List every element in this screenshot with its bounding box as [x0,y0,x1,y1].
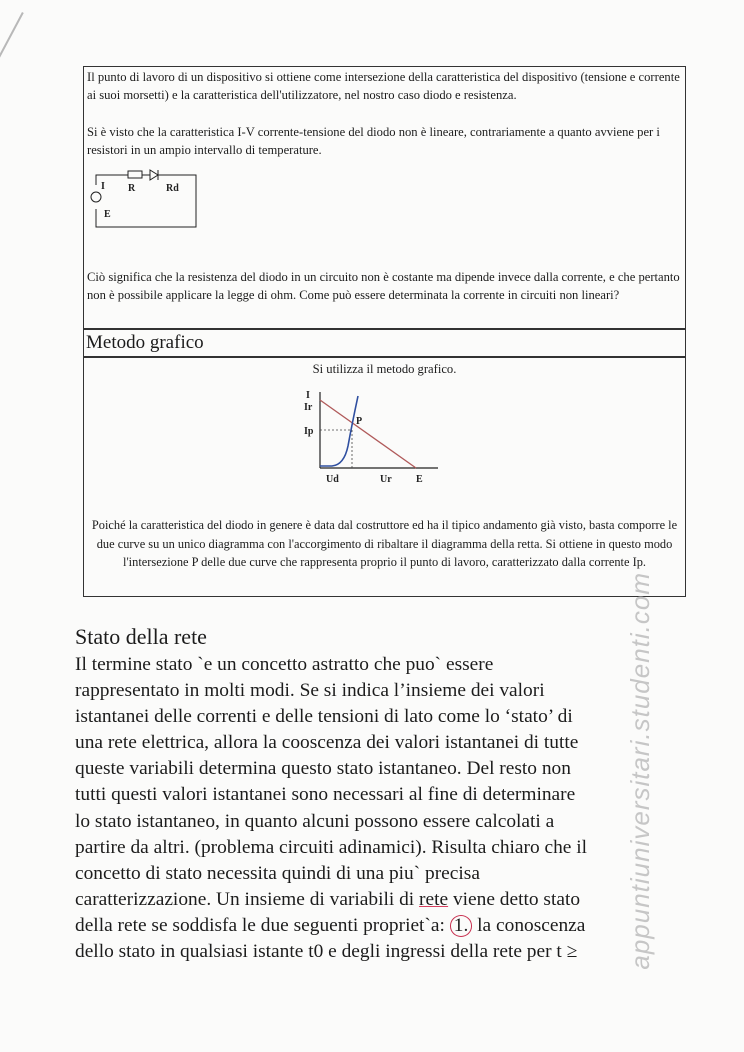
circled-number: 1. [450,915,473,937]
page-corner-mark [0,12,24,84]
body-line: istantanei delle correnti e delle tensioni di lato come lo ‘stato’ di [75,706,573,728]
section-heading: Stato della rete [75,624,207,649]
intro-box [83,66,686,329]
graph-label-ur: Ur [380,474,392,485]
graph-label-e: E [416,474,423,485]
intro-paragraph-2: Si è visto che la caratteristica I-V corrente-tensione del diodo non è lineare, contrariamente a quanto avviene per i resistori in un ampio intervallo di temperature. [87,125,660,157]
circuit-label-i: I [101,181,105,192]
load-line [320,400,416,468]
circuit-label-rd: Rd [166,183,179,194]
body-line: rappresentato in molti modi. Se si indica l’insieme dei valori [75,680,545,702]
watermark-text: appuntiuniversitari.studenti.com [625,572,655,970]
body-line: concetto di stato necessita quindi di una piu` precisa [75,862,480,884]
body-line: queste variabili determina questo stato istantaneo. Del resto non [75,758,571,780]
body-line-11-end: la conoscenza [477,914,586,936]
source-symbol [91,192,101,202]
graph-label-ip: Ip [304,426,314,437]
intro-paragraph-3: Ciò significa che la resistenza del diodo in un circuito non è costante ma dipende invece dalla corrente, e che pertanto non è possibile applicare la legge di ohm. Come può essere determinata la corrente in circuiti non lineari? [87,270,680,302]
operating-point-graph [298,384,448,488]
body-line: partire da altri. (problema circuiti adinamici). Risulta chiaro che il [75,836,588,858]
body-line-12: dello stato in qualsiasi istante t0 e degli ingressi della rete per t ≥ [75,941,578,963]
graph-label-ir: Ir [304,402,313,413]
graph-label-i: I [306,390,310,401]
circuit-diagram [90,167,202,233]
metodo-title: Metodo grafico [86,332,204,353]
body-line: una rete elettrica, allora la cooscenza dei valori istantanei di tutte [75,732,579,754]
metodo-caption: Poiché la caratteristica del diodo in genere è data dal costruttore ed ha il tipico andamento già visto, basta comporre le due curve su un unico diagramma con l'accorgimento di ribaltare il diagramma della retta. Si ottiene in questo modo l'intersezione P delle due curve che rappresenta proprio il punto di lavoro, caratterizzato dalla corrente Ip. [91,518,678,569]
metodo-title-box [83,329,686,357]
metodo-box [83,357,686,597]
graph-label-ud: Ud [326,474,339,485]
diode-symbol [150,170,158,180]
resistor-symbol [128,171,142,178]
intro-paragraph-1: Il punto di lavoro di un dispositivo si ottiene come intersezione della caratteristica del dispositivo (tensione e corrente ai suoi morsetti) e la caratteristica dell'utilizzatore, nel nostro caso diodo e resistenza. [87,70,680,102]
body-line-11-start: della rete se soddisfa le due seguenti propriet`a: [75,914,445,936]
body-line-10-end: viene detto stato [452,888,581,910]
body-line: lo stato istantaneo, in quanto alcuni possono essere calcolati a [75,810,555,832]
metodo-intro: Si utilizza il metodo grafico. [312,362,457,376]
circuit-label-e: E [104,209,111,220]
underlined-word: rete [419,888,449,910]
body-line-10-start: caratterizzazione. Un insieme di variabili di [75,888,415,910]
body-line: tutti questi valori istantanei sono necessari al fine di determinare [75,784,576,806]
graph-label-p: P [356,416,363,427]
body-line: Il termine stato `e un concetto astratto che puo` essere [75,654,494,675]
section-body [75,652,695,965]
circuit-label-r: R [128,183,136,194]
body-line-10 [75,887,695,913]
body-line-11 [75,913,695,939]
